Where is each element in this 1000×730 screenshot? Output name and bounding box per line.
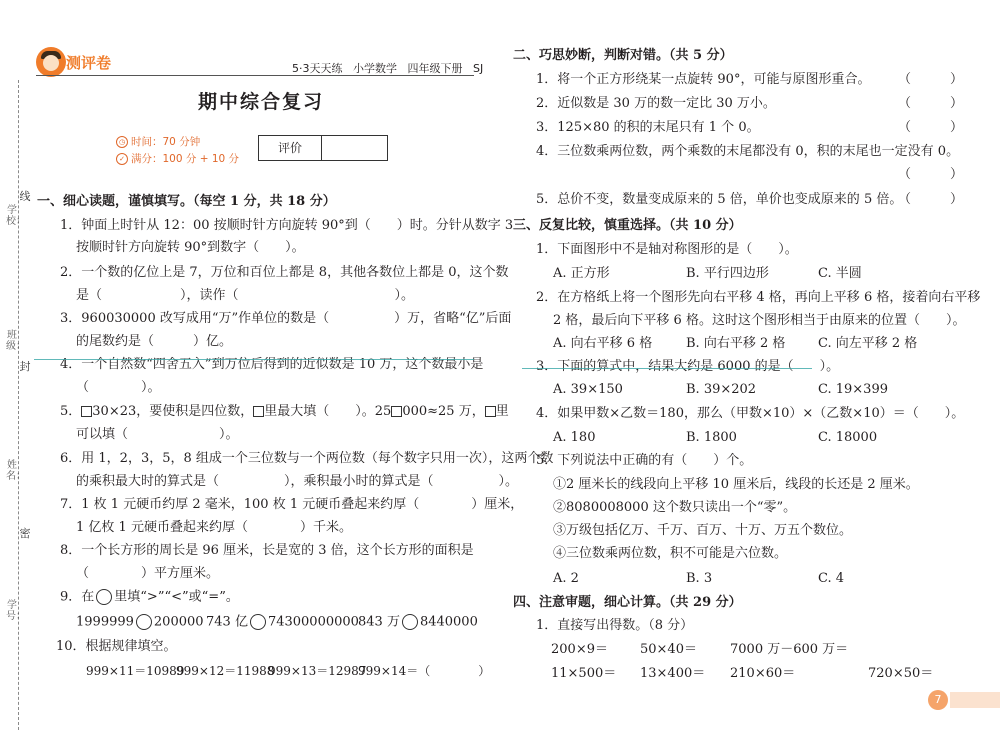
choice-question-3: 3．下面的算式中，结果大约是 6000 的是（ ）。 [536, 359, 840, 374]
section-1-heading: 一、细心读题，谨慎填写。（每空 1 分，共 18 分） [37, 194, 336, 209]
calc-item[interactable]: 210×60＝ [730, 666, 796, 681]
compare-item[interactable]: 1999999 200000 [76, 614, 204, 630]
handwritten-mark [522, 368, 812, 369]
binding-label-name: 姓名： [6, 460, 26, 482]
judge-answer-3[interactable]: （ ） [898, 120, 964, 135]
score-info: ✓ 满分：100 分 + 10 分 [116, 151, 239, 166]
choice-option[interactable]: C. 18000 [818, 430, 878, 445]
choice-question-2-line-2: 2 格，最后向下平移 6 格。这时这个图形相当于由原来的位置（ ）。 [553, 313, 966, 328]
page-number: 7 [928, 690, 948, 710]
calc-item[interactable]: 200×9＝ [551, 642, 608, 657]
check-icon: ✓ [116, 153, 128, 165]
evaluation-box[interactable] [258, 135, 388, 161]
binding-mark-line: 线 [19, 190, 31, 203]
question-2-line-1: 2．一个数的亿位上是 7，万位和百位上都是 8，其他各数位上都是 0，这个数 [60, 265, 509, 280]
statement-item: ①2 厘米长的线段向上平移 10 厘米后，线段的长还是 2 厘米。 [553, 477, 919, 492]
question-8-line-1: 8．一个长方形的周长是 96 厘米，长是宽的 3 倍，这个长方形的面积是 [60, 543, 474, 558]
question-7-line-1: 7．1 枚 1 元硬币约厚 2 毫米，100 枚 1 元硬币叠起来约厚（ ）厘米， [60, 497, 524, 512]
pattern-item: 999×12＝11988 [176, 664, 275, 678]
question-1-line-2: 按顺时针方向旋转 90°到数字（ ）。 [76, 240, 305, 255]
blank-square-icon [485, 406, 496, 417]
question-6-line-2: 的乘积最大时的算式是（ ），乘积最小时的算式是（ ）。 [76, 474, 519, 489]
judge-item-1: 1．将一个正方形绕某一点旋转 90°，可能与原图形重合。 [536, 72, 871, 87]
choice-option[interactable]: C. 4 [818, 571, 845, 586]
choice-option[interactable]: B. 1800 [686, 430, 737, 445]
series-name: 5·3天天练 [292, 62, 343, 75]
statement-item: ④三位数乘两位数，积不可能是六位数。 [553, 546, 788, 561]
choice-option[interactable]: C. 19×399 [818, 382, 888, 397]
compare-circle-icon[interactable] [402, 614, 418, 630]
blank-square-icon [81, 406, 92, 417]
handwritten-mark [34, 359, 474, 360]
choice-option[interactable]: C. 半圆 [818, 266, 862, 281]
question-9: 9．在 里填“>”“<”或“=”。 [60, 589, 239, 605]
choice-option[interactable]: B. 3 [686, 571, 713, 586]
section-2-heading: 二、巧思妙断，判断对错。（共 5 分） [513, 48, 733, 63]
mascot-logo-icon [36, 47, 66, 77]
question-1-line-1: 1．钟面上时针从 12：00 按顺时针方向旋转 90°到（ ）时。分针从数字 3 [60, 218, 514, 233]
compare-circle-icon[interactable] [250, 614, 266, 630]
choice-option[interactable]: A. 向右平移 6 格 [553, 336, 653, 351]
calc-item[interactable]: 7000 万－600 万＝ [730, 642, 849, 657]
question-4-line-1: 4．一个自然数“四舍五入”到万位后得到的近似数是 10 万，这个数最小是 [60, 357, 484, 372]
choice-option[interactable]: B. 平行四边形 [686, 266, 769, 281]
choice-option[interactable]: B. 向右平移 2 格 [686, 336, 786, 351]
question-2-line-2: 是（ ），读作（ ）。 [76, 288, 415, 303]
binding-label-school: 学校： [6, 205, 26, 227]
judge-item-5: 5．总价不变，数量变成原来的 5 倍，单价也变成原来的 5 倍。 [536, 192, 903, 207]
binding-label-class: 班级： [6, 330, 26, 352]
section-4-heading: 四、注意审题，细心计算。（共 29 分） [513, 595, 742, 610]
question-5-line-1: 5． 30×23，要使积是四位数， 里最大填（ ）。25 000≈25 万， 里 [60, 404, 509, 419]
judge-answer-2[interactable]: （ ） [898, 96, 964, 111]
choice-option[interactable]: B. 39×202 [686, 382, 757, 397]
choice-option[interactable]: A. 180 [553, 430, 596, 445]
choice-option[interactable]: A. 正方形 [553, 266, 610, 281]
calc-item[interactable]: 720×50＝ [868, 666, 934, 681]
question-3-line-2: 的尾数约是（ ）亿。 [76, 334, 233, 349]
statement-item: ③万级包括亿万、千万、百万、十万、万五个数位。 [553, 523, 853, 538]
question-8-line-2: （ ）平方厘米。 [76, 566, 220, 581]
pattern-item: 999×14＝（ ） [358, 664, 491, 678]
calc-item[interactable]: 13×400＝ [640, 666, 706, 681]
header-rule [36, 75, 474, 76]
judge-item-2: 2．近似数是 30 万的数一定比 30 万小。 [536, 96, 776, 111]
clock-icon: ◷ [116, 136, 128, 148]
question-7-line-2: 1 亿枚 1 元硬币叠起来约厚（ ）千米。 [76, 520, 352, 535]
compare-circle-icon [96, 589, 112, 605]
judge-answer-4[interactable]: （ ） [898, 167, 964, 182]
judge-answer-5[interactable]: （ ） [898, 192, 964, 207]
cut-line [18, 80, 19, 730]
time-info: ◷ 时间：70 分钟 [116, 134, 200, 149]
compare-item[interactable]: 843 万 8440000 [358, 614, 478, 630]
choice-option[interactable]: A. 39×150 [553, 382, 623, 397]
pattern-item: 999×11＝10989 [86, 664, 185, 678]
choice-question-2-line-1: 2．在方格纸上将一个图形先向右平移 4 格，再向上平移 6 格，接着向右平移 [536, 290, 981, 305]
statement-item: ②8080008000 这个数只读出一个“零”。 [553, 500, 797, 515]
page-tab [950, 692, 1000, 708]
page-title: 期中综合复习 [198, 91, 325, 113]
grade-name: 四年级下册 [407, 62, 463, 75]
choice-option[interactable]: C. 向左平移 2 格 [818, 336, 918, 351]
choice-option[interactable]: A. 2 [553, 571, 579, 586]
calc-question-1: 1．直接写出得数。（8 分） [536, 618, 694, 633]
blank-square-icon [253, 406, 264, 417]
binding-mark-seal: 封 [19, 360, 31, 373]
choice-question-5: 5．下列说法中正确的有（ ）个。 [536, 453, 753, 468]
judge-item-4: 4．三位数乘两位数，两个乘数的末尾都没有 0，积的末尾也一定没有 0。 [536, 144, 960, 159]
judge-item-3: 3．125×80 的积的末尾只有 1 个 0。 [536, 120, 760, 135]
question-4-line-2: （ ）。 [76, 380, 161, 395]
calc-item[interactable]: 50×40＝ [640, 642, 697, 657]
series-info [292, 60, 483, 76]
subject-name: 小学数学 [353, 62, 397, 75]
question-5-line-2: 可以填（ ）。 [76, 427, 239, 442]
binding-mark-secret: 密 [19, 527, 31, 540]
compare-item[interactable]: 743 亿 74300000000 [206, 614, 359, 630]
edition-name: SJ [473, 62, 484, 75]
brand-label: 测评卷 [66, 54, 112, 72]
question-3-line-1: 3．960030000 改写成用“万”作单位的数是（ ）万，省略“亿”后面 [60, 311, 512, 326]
judge-answer-1[interactable]: （ ） [898, 72, 964, 87]
question-10: 10．根据规律填空。 [56, 639, 177, 654]
compare-circle-icon[interactable] [136, 614, 152, 630]
binding-label-id: 学号： [6, 600, 26, 622]
evaluation-label: 评价 [259, 136, 322, 160]
section-3-heading: 三、反复比较，慎重选择。（共 10 分） [513, 218, 742, 233]
calc-item[interactable]: 11×500＝ [551, 666, 617, 681]
blank-square-icon [391, 406, 402, 417]
question-6-line-1: 6．用 1，2，3，5，8 组成一个三位数与一个两位数（每个数字只用一次），这两个数 [60, 451, 554, 466]
pattern-item: 999×13＝12987 [268, 664, 367, 678]
choice-question-1: 1．下面图形中不是轴对称图形的是（ ）。 [536, 242, 798, 257]
choice-question-4: 4．如果甲数×乙数＝180，那么（甲数×10）×（乙数×10）＝（ ）。 [536, 406, 965, 421]
